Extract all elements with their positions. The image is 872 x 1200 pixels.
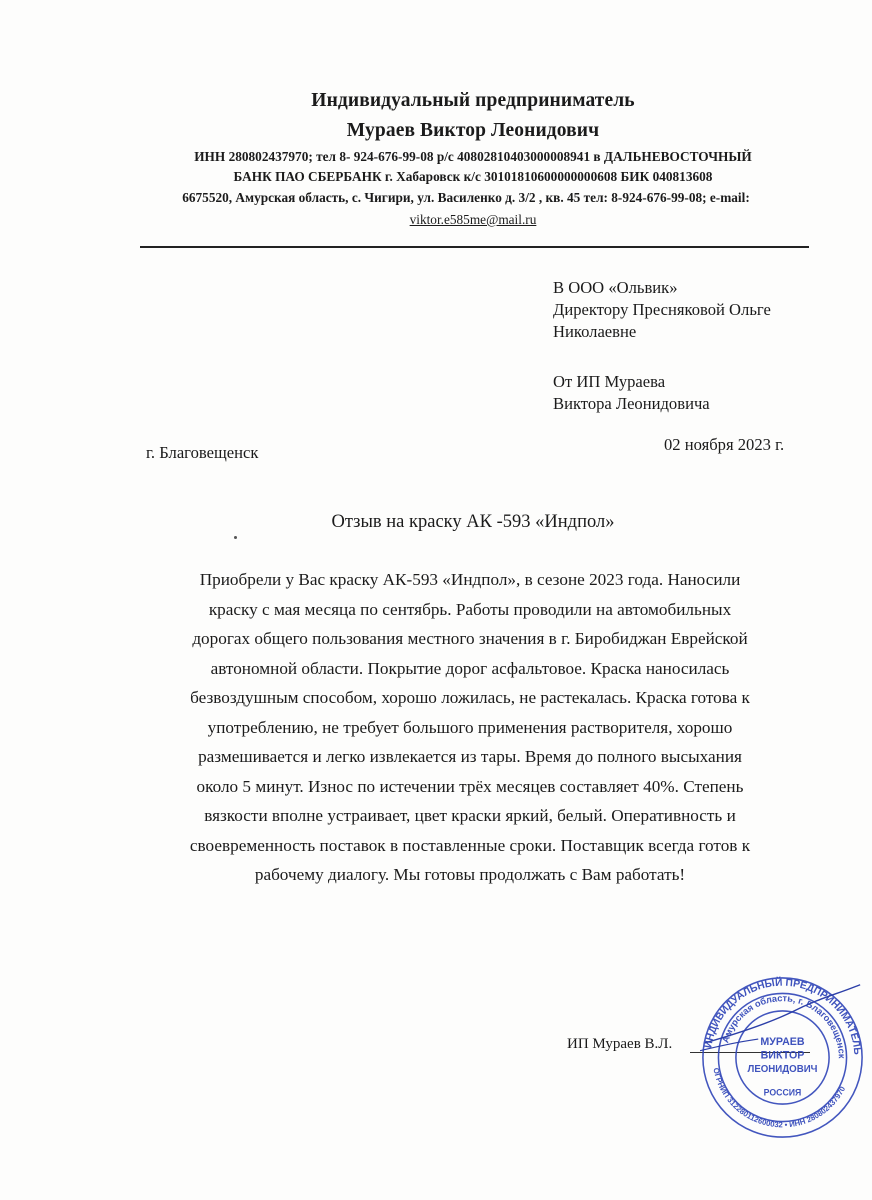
header-details-line1: ИНН 280802437970; тел 8- 924-676-99-08 р/с 40802810403000008941 в ДАЛЬНЕВОСТОЧНЫЙ bbox=[194, 149, 752, 164]
body-line: размешивается и легко извлекается из тары. Время до полного высыхания bbox=[198, 747, 742, 766]
recipient-line3: Николаевне bbox=[553, 322, 637, 341]
body-line: вязкости вполне устраивает, цвет краски яркий, белый. Оперативность и bbox=[204, 806, 736, 825]
body-line: употреблению, не требует большого применения растворителя, хорошо bbox=[207, 717, 733, 737]
header-title-line2: Мураев Виктор Леонидович bbox=[346, 120, 600, 141]
recipient-line1: В ООО «Ольвик» bbox=[553, 278, 678, 297]
body-line: автономной области. Покрытие дорог асфальтовое. Краска наносилась bbox=[210, 658, 730, 678]
header-details-line3: 6675520, Амурская область, с. Чигири, ул. Василенко д. 3/2 , кв. 45 тел: 8-924-676-99-08; e-mail: bbox=[182, 190, 750, 205]
signature-label: ИП Мураев В.Л. bbox=[567, 1036, 673, 1052]
stamp-center-line1: МУРАЕВ bbox=[760, 1035, 805, 1048]
letter-city: г. Благовещенск bbox=[146, 443, 259, 462]
header-title-line1: Индивидуальный предприниматель bbox=[311, 90, 635, 111]
body-line: дорогах общего пользования местного значения в г. Биробиджан Еврейской bbox=[192, 629, 748, 648]
stamp-ring-top: ИНДИВИДУАЛЬНЫЙ ПРЕДПРИНИМАТЕЛЬ bbox=[703, 977, 863, 1056]
header-divider bbox=[140, 246, 809, 248]
stamp-ring-bottom: ОГРНИП 312280112600032 • ИНН 280802437970 bbox=[711, 1067, 848, 1130]
svg-text:ОГРНИП 312280112600032 • ИНН 2 bbox=[711, 1067, 847, 1129]
header-email-link[interactable]: viktor.e585me@mail.ru bbox=[409, 212, 537, 227]
sender-line1: От ИП Мураева bbox=[553, 372, 666, 391]
stamp-center-line2: ВИКТОР bbox=[760, 1049, 805, 1062]
letter-date: 02 ноября 2023 г. bbox=[664, 435, 785, 454]
sender-line2: Виктора Леонидовича bbox=[553, 394, 710, 413]
header-details-line2: БАНК ПАО СБЕРБАНК г. Хабаровск к/с 30101810600000000608 БИК 040813608 bbox=[233, 169, 713, 184]
scan-speck bbox=[234, 536, 237, 539]
letter-subject: Отзыв на краску АК -593 «Индпол» bbox=[331, 512, 615, 532]
stamp-ring-inner: Амурская область, г. Благовещенск bbox=[720, 993, 847, 1059]
letter-body bbox=[140, 565, 800, 890]
body-line: безвоздушным способом, хорошо ложилась, не растекалась. Краска готова к bbox=[190, 688, 750, 707]
stamp-country: РОССИЯ bbox=[763, 1087, 802, 1098]
body-line: своевременность поставок в поставленные сроки. Поставщик всегда готов к bbox=[189, 835, 751, 855]
recipient-line2: Директору Пресняковой Ольге bbox=[553, 300, 771, 319]
body-line: Приобрели у Вас краску АК-593 «Индпол», в сезоне 2023 года. Наносили bbox=[199, 570, 741, 589]
body-line: рабочему диалогу. Мы готовы продолжать с Вам работать! bbox=[254, 865, 686, 884]
body-line: около 5 минут. Износ по истечении трёх месяцев составляет 40%. Степень bbox=[196, 776, 744, 796]
company-seal-stamp bbox=[700, 975, 865, 1140]
body-line: краску с мая месяца по сентябрь. Работы проводили на автомобильных bbox=[208, 599, 732, 619]
stamp-center-line3: ЛЕОНИДОВИЧ bbox=[747, 1064, 818, 1076]
